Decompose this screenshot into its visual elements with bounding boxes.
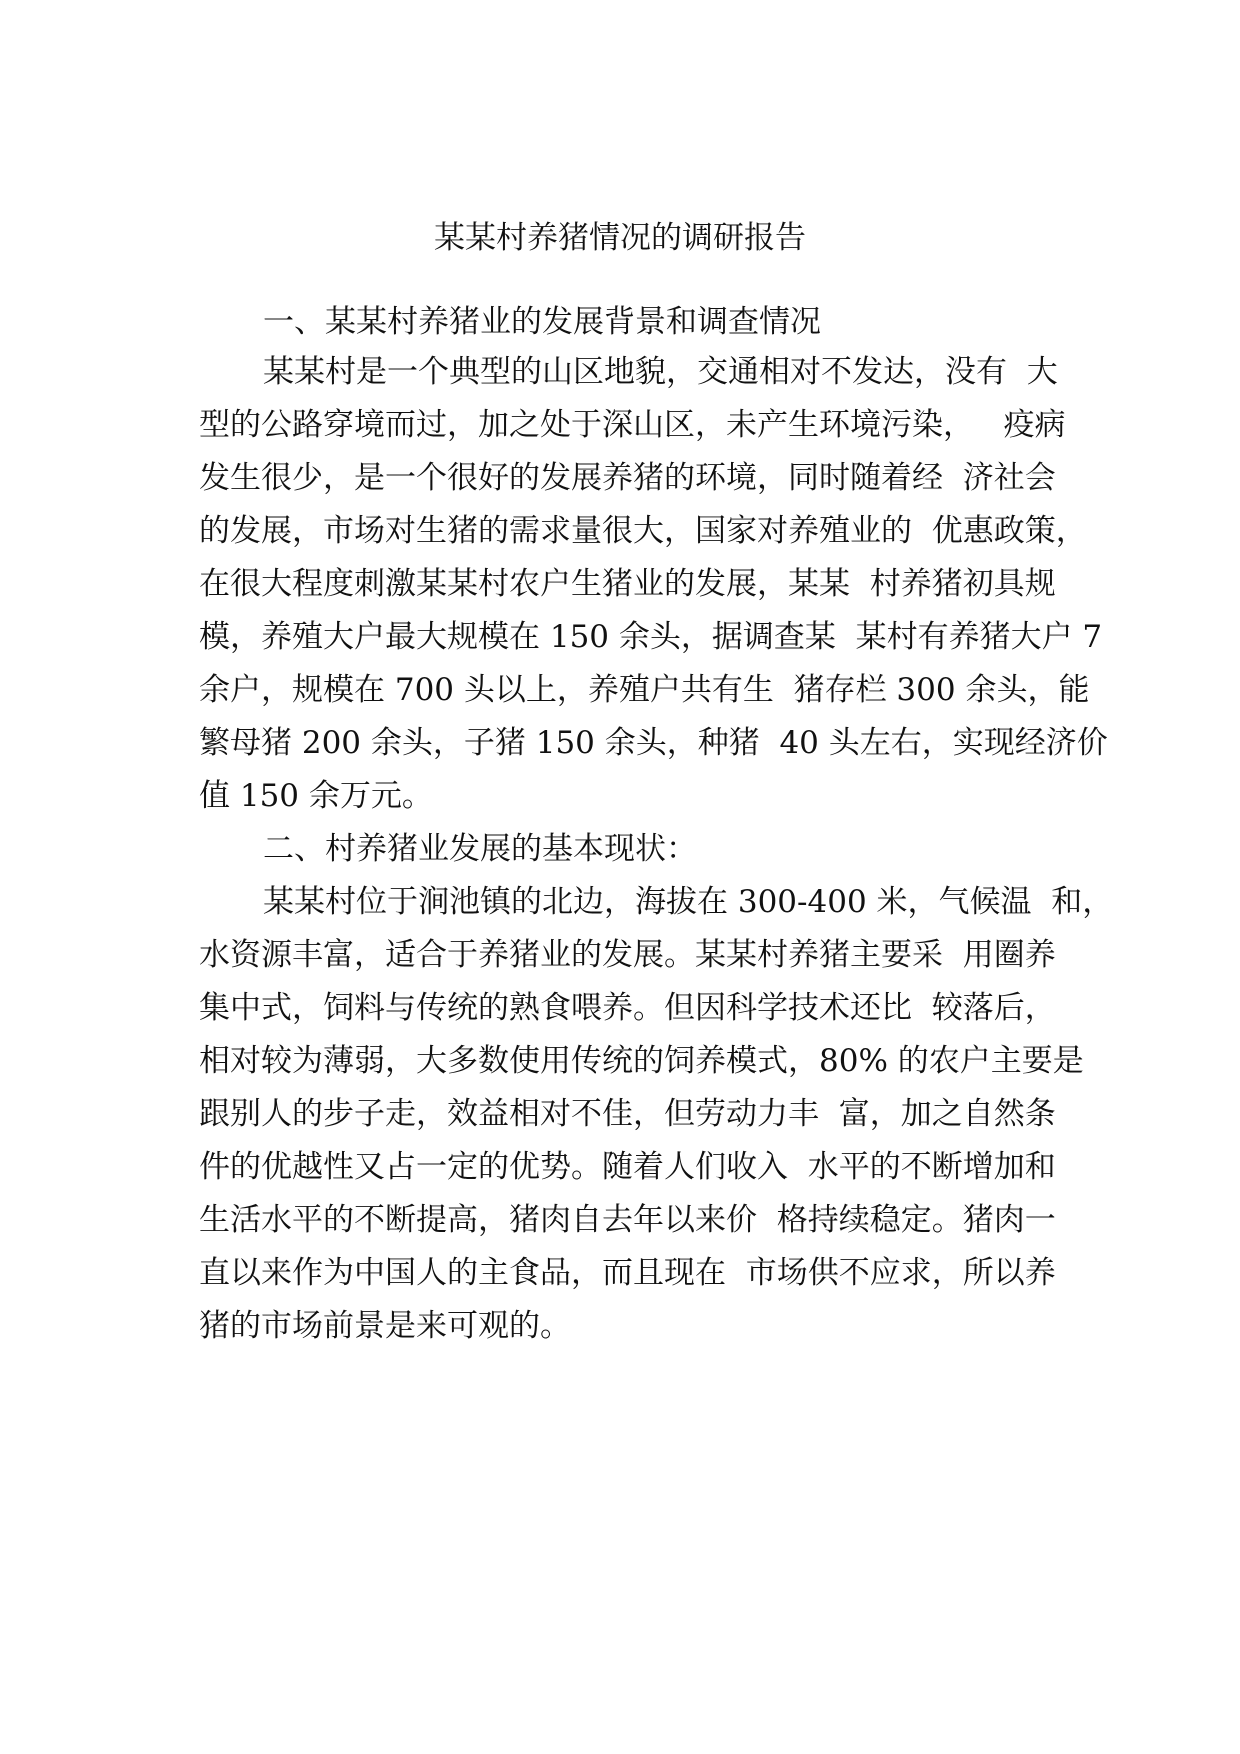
paragraph-line: 发生很少，是一个很好的发展养猪的环境，同时随着经 济社会 [199,460,1056,496]
paragraph-line: 直以来作为中国人的主食品，而且现在 市场供不应求，所以养 [199,1255,1056,1291]
paragraph-line: 繁母猪 200 余头，子猪 150 余头，种猪 40 头左右，实现经济价 [199,725,1108,761]
paragraph-line: 值 150 余万元。 [199,778,433,814]
paragraph-line: 余户，规模在 700 头以上，养殖户共有生 猪存栏 300 余头，能 [199,672,1090,708]
paragraph-line: 模，养殖大户最大规模在 150 余头，据调查某 某村有养猪大户 7 [199,619,1103,655]
paragraph-line: 集中式，饲料与传统的熟食喂养。但因科学技术还比 较落后， [199,990,1056,1026]
page-title: 某某村养猪情况的调研报告 [434,220,806,256]
section-2-heading: 二、村养猪业发展的基本现状： [263,831,697,867]
paragraph-line: 在很大程度刺激某某村农户生猪业的发展，某某 村养猪初具规 [199,566,1056,602]
paragraph-line: 件的优越性又占一定的优势。随着人们收入 水平的不断增加和 [199,1149,1056,1185]
paragraph-line: 相对较为薄弱，大多数使用传统的饲养模式，80% 的农户主要是 [199,1043,1084,1079]
paragraph-line: 型的公路穿境而过，加之处于深山区，未产生环境污染， 疫病 [199,407,1066,443]
paragraph-line: 跟别人的步子走，效益相对不佳，但劳动力丰 富，加之自然条 [199,1096,1056,1132]
section-1-heading: 一、某某村养猪业的发展背景和调查情况 [263,304,821,340]
paragraph-line: 生活水平的不断提高，猪肉自去年以来价 格持续稳定。猪肉一 [199,1202,1056,1238]
paragraph-line: 水资源丰富，适合于养猪业的发展。某某村养猪主要采 用圈养 [199,937,1056,973]
paragraph-line: 某某村位于涧池镇的北边，海拔在 300-400 米，气候温 和， [263,884,1114,920]
paragraph-line: 猪的市场前景是来可观的。 [199,1308,571,1344]
paragraph-line: 某某村是一个典型的山区地貌，交通相对不发达，没有 大 [263,354,1058,390]
paragraph-line: 的发展，市场对生猪的需求量很大，国家对养殖业的 优惠政策， [199,513,1087,549]
